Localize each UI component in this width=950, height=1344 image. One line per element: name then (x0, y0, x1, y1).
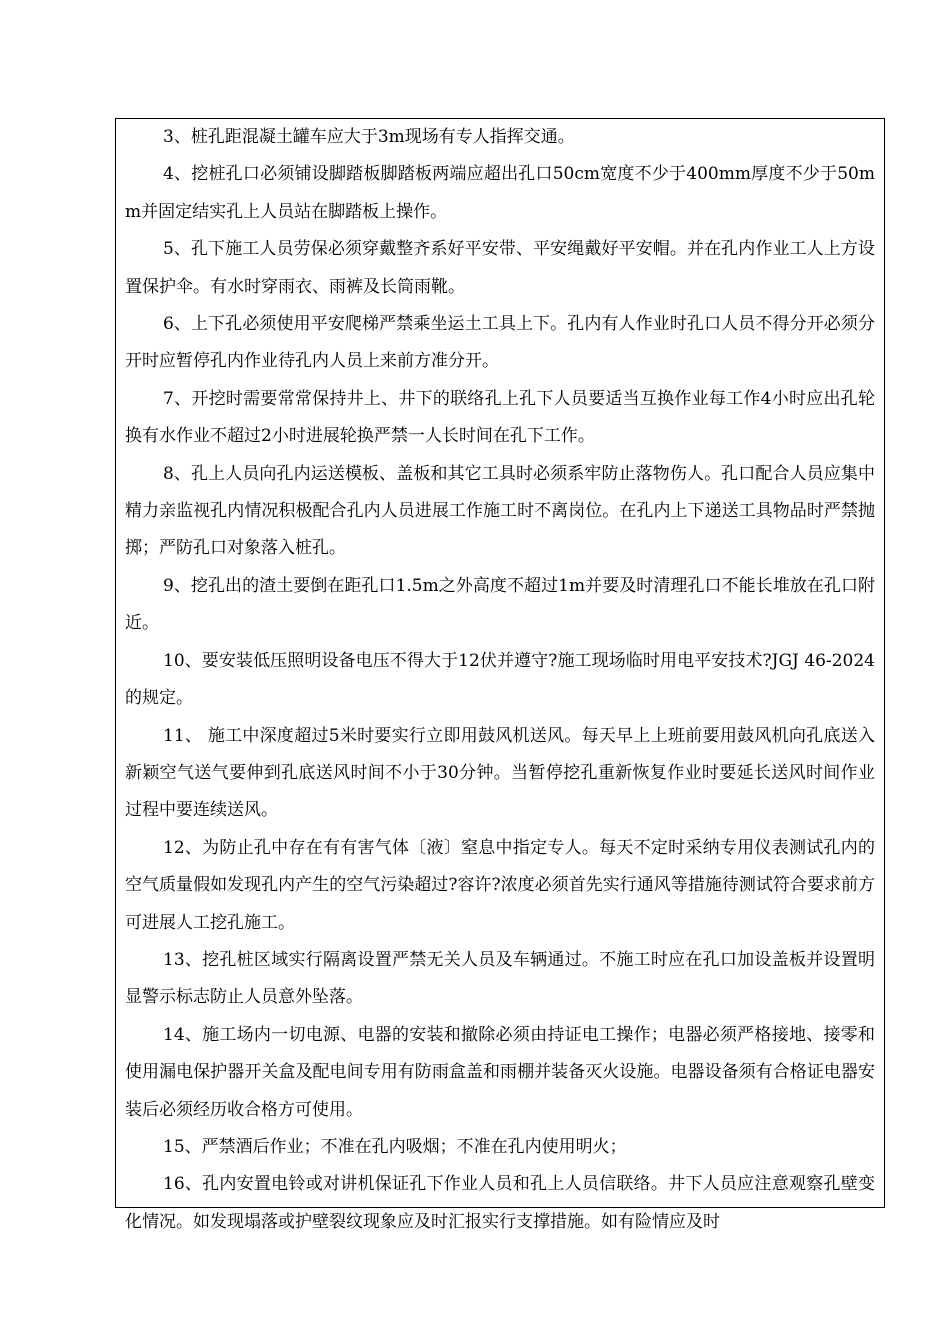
paragraph-item-14: 14、施工场内一切电源、电器的安装和撤除必须由持证电工操作；电器必须严格接地、接零和使用漏电保护器开关盒及配电间专用有防雨盒盖和雨棚并装备灭火设施。电器设备须有合格证电器安装后必须经历收合格方可使用。 (125, 1024, 875, 1120)
paragraph-item-15: 15、严禁酒后作业；不准在孔内吸烟；不准在孔内使用明火； (163, 1136, 627, 1157)
paragraph-item-12: 12、为防止孔中存在有有害气体〔液〕窒息中指定专人。每天不定时采纳专用仪表测试孔内的空气质量假如发现孔内产生的空气污染超过?容许?浓度必须首先实行通风等措施待测试符合要求前方可进展人工挖孔施工。 (125, 837, 875, 933)
paragraph-item-5: 5、孔下施工人员劳保必须穿戴整齐系好平安带、平安绳戴好平安帽。并在孔内作业工人上方设置保护伞。有水时穿雨衣、雨裤及长筒雨靴。 (125, 239, 875, 297)
paragraph-item-3: 3、桩孔距混凝土罐车应大于3m现场有专人指挥交通。 (163, 127, 575, 147)
document-frame (115, 118, 885, 1232)
paragraph-item-11: 11、 施工中深度超过5米时要实行立即用鼓风机送风。每天早上上班前要用鼓风机向孔底送入新颖空气送气要伸到孔底送风时间不小于30分钟。当暂停挖孔重新恢复作业时要延长送风时间作业过程中要连续送风。 (125, 725, 875, 821)
document-body (125, 119, 875, 1241)
paragraph-item-4: 4、挖桩孔口必须铺设脚踏板脚踏板两端应超出孔口50cm宽度不少于400mm厚度不少于50mm并固定结实孔上人员站在脚踏板上操作。 (125, 164, 875, 222)
paragraph-item-8: 8、孔上人员向孔内运送模板、盖板和其它工具时必须系牢防止落物伤人。孔口配合人员应集中精力亲监视孔内情况积极配合孔内人员进展工作施工时不离岗位。在孔内上下递送工具物品时严禁抛掷；严防孔口对象落入桩孔。 (125, 463, 875, 559)
paragraph-item-13: 13、挖孔桩区域实行隔离设置严禁无关人员及车辆通过。不施工时应在孔口加设盖板并设置明显警示标志防止人员意外坠落。 (125, 949, 875, 1008)
paragraph-item-7: 7、开挖时需要常常保持井上、井下的联络孔上孔下人员要适当互换作业每工作4小时应出孔轮换有水作业不超过2小时进展轮换严禁一人长时间在孔下工作。 (125, 388, 875, 447)
paragraph-item-16: 16、孔内安置电铃或对讲机保证孔下作业人员和孔上人员信联络。井下人员应注意观察孔壁变化情况。如发现塌落或护壁裂纹现象应及时汇报实行支撑措施。如有险情应及时 (125, 1174, 875, 1232)
paragraph-item-10: 10、要安装低压照明设备电压不得大于12伏并遵守?施工现场临时用电平安技术?JGJ 46-2024的规定。 (125, 650, 875, 709)
paragraph-item-9: 9、挖孔出的渣土要倒在距孔口1.5m之外高度不超过1m并要及时清理孔口不能长堆放在孔口附近。 (125, 575, 875, 634)
paragraph-item-6: 6、上下孔必须使用平安爬梯严禁乘坐运土工具上下。孔内有人作业时孔口人员不得分开必须分开时应暂停孔内作业待孔内人员上来前方准分开。 (125, 314, 875, 372)
